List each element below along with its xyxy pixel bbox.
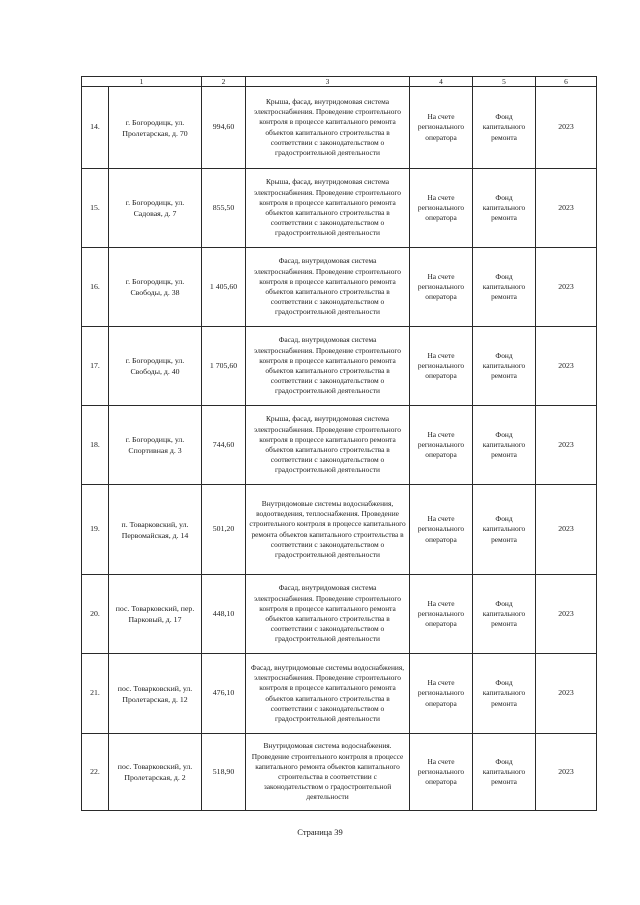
row-fund: Фонд капитального ремонта <box>473 87 536 169</box>
table-row <box>82 734 597 811</box>
row-year: 2023 <box>536 575 597 654</box>
header-col-6: 6 <box>536 77 597 87</box>
row-fund: Фонд капитального ремонта <box>473 734 536 811</box>
row-number: 20. <box>82 575 109 654</box>
table-row <box>82 327 597 406</box>
row-area: 744,60 <box>202 406 246 485</box>
row-year: 2023 <box>536 248 597 327</box>
row-works: Крыша, фасад, внутридомовая система электроснабжения. Проведение строительного контроля в процессе капитального ремонта объектов капитального строительства в соответствии с законодательством о градостроительной деятельности <box>246 87 410 169</box>
row-year: 2023 <box>536 734 597 811</box>
row-number: 18. <box>82 406 109 485</box>
row-fund: Фонд капитального ремонта <box>473 248 536 327</box>
row-works: Фасад, внутридомовая система электроснабжения. Проведение строительного контроля в процессе капитального ремонта объектов капитального строительства в соответствии с законодательством о градостроительной деятельности <box>246 248 410 327</box>
row-address: г. Богородицк, ул. Свободы, д. 40 <box>109 327 202 406</box>
header-col-2: 2 <box>202 77 246 87</box>
row-number: 21. <box>82 654 109 734</box>
row-year: 2023 <box>536 87 597 169</box>
row-number: 22. <box>82 734 109 811</box>
row-works: Фасад, внутридомовая система электроснабжения. Проведение строительного контроля в процессе капитального ремонта объектов капитального строительства в соответствии с законодательством о градостроительной деятельности <box>246 575 410 654</box>
row-fund: Фонд капитального ремонта <box>473 654 536 734</box>
row-fund: Фонд капитального ремонта <box>473 406 536 485</box>
table-row <box>82 575 597 654</box>
row-works: Крыша, фасад, внутридомовая система электроснабжения. Проведение строительного контроля в процессе капитального ремонта объектов капитального строительства в соответствии с законодательством о градостроительной деятельности <box>246 169 410 248</box>
row-area: 855,50 <box>202 169 246 248</box>
row-area: 994,60 <box>202 87 246 169</box>
row-address: г. Богородицк, ул. Спортивная д. 3 <box>109 406 202 485</box>
row-address: пос. Товарковский, ул. Пролетарская, д. 12 <box>109 654 202 734</box>
table-row <box>82 654 597 734</box>
row-year: 2023 <box>536 327 597 406</box>
table-row <box>82 406 597 485</box>
header-col-3: 3 <box>246 77 410 87</box>
row-area: 518,90 <box>202 734 246 811</box>
row-area: 501,20 <box>202 485 246 575</box>
row-year: 2023 <box>536 169 597 248</box>
row-works: Фасад, внутридомовая система электроснабжения. Проведение строительного контроля в процессе капитального ремонта объектов капитального строительства в соответствии с законодательством о градостроительной деятельности <box>246 327 410 406</box>
row-account: На счете регионального оператора <box>410 169 473 248</box>
table-row <box>82 248 597 327</box>
row-number: 15. <box>82 169 109 248</box>
table-row <box>82 169 597 248</box>
row-address: г. Богородицк, ул. Садовая, д. 7 <box>109 169 202 248</box>
row-fund: Фонд капитального ремонта <box>473 485 536 575</box>
row-year: 2023 <box>536 406 597 485</box>
header-row <box>82 77 597 87</box>
row-works: Внутридомовая система водоснабжения. Проведение строительного контроля в процессе капитального ремонта объектов капитального строительства в соответствии с законодательством о градостроительной деятельности <box>246 734 410 811</box>
row-account: На счете регионального оператора <box>410 87 473 169</box>
row-area: 1 405,60 <box>202 248 246 327</box>
row-address: пос. Товарковский, ул. Пролетарская, д. 2 <box>109 734 202 811</box>
row-number: 19. <box>82 485 109 575</box>
row-year: 2023 <box>536 485 597 575</box>
row-account: На счете регионального оператора <box>410 485 473 575</box>
row-address: г. Богородицк, ул. Свободы, д. 38 <box>109 248 202 327</box>
row-number: 16. <box>82 248 109 327</box>
row-fund: Фонд капитального ремонта <box>473 169 536 248</box>
row-account: На счете регионального оператора <box>410 327 473 406</box>
row-area: 448,10 <box>202 575 246 654</box>
table-row <box>82 485 597 575</box>
row-year: 2023 <box>536 654 597 734</box>
header-col-5: 5 <box>473 77 536 87</box>
row-address: пос. Товарковский, пер. Парковый, д. 17 <box>109 575 202 654</box>
row-account: На счете регионального оператора <box>410 575 473 654</box>
row-fund: Фонд капитального ремонта <box>473 327 536 406</box>
row-works: Фасад, внутридомовые системы водоснабжения, электроснабжения. Проведение строительного контроля в процессе капитального ремонта объектов капитального строительства в соответствии с законодательством о градостроительной деятельности <box>246 654 410 734</box>
capital-repair-table <box>81 76 597 811</box>
row-account: На счете регионального оператора <box>410 248 473 327</box>
header-col-1: 1 <box>82 77 202 87</box>
row-works: Крыша, фасад, внутридомовая система электроснабжения. Проведение строительного контроля в процессе капитального ремонта объектов капитального строительства в соответствии с законодательством о градостроительной деятельности <box>246 406 410 485</box>
table-row <box>82 87 597 169</box>
row-number: 17. <box>82 327 109 406</box>
page-number: Страница 39 <box>297 827 343 837</box>
row-account: На счете регионального оператора <box>410 654 473 734</box>
row-account: На счете регионального оператора <box>410 406 473 485</box>
row-fund: Фонд капитального ремонта <box>473 575 536 654</box>
row-works: Внутридомовые системы водоснабжения, водоотведения, теплоснабжения. Проведение строительного контроля в процессе капитального ремонта объектов капитального строительства в соответствии с законодательством о градостроительной деятельности <box>246 485 410 575</box>
row-area: 476,10 <box>202 654 246 734</box>
row-address: г. Богородицк, ул. Пролетарская, д. 70 <box>109 87 202 169</box>
row-number: 14. <box>82 87 109 169</box>
row-area: 1 705,60 <box>202 327 246 406</box>
header-col-4: 4 <box>410 77 473 87</box>
row-account: На счете регионального оператора <box>410 734 473 811</box>
row-address: п. Товарковский, ул. Первомайская, д. 14 <box>109 485 202 575</box>
